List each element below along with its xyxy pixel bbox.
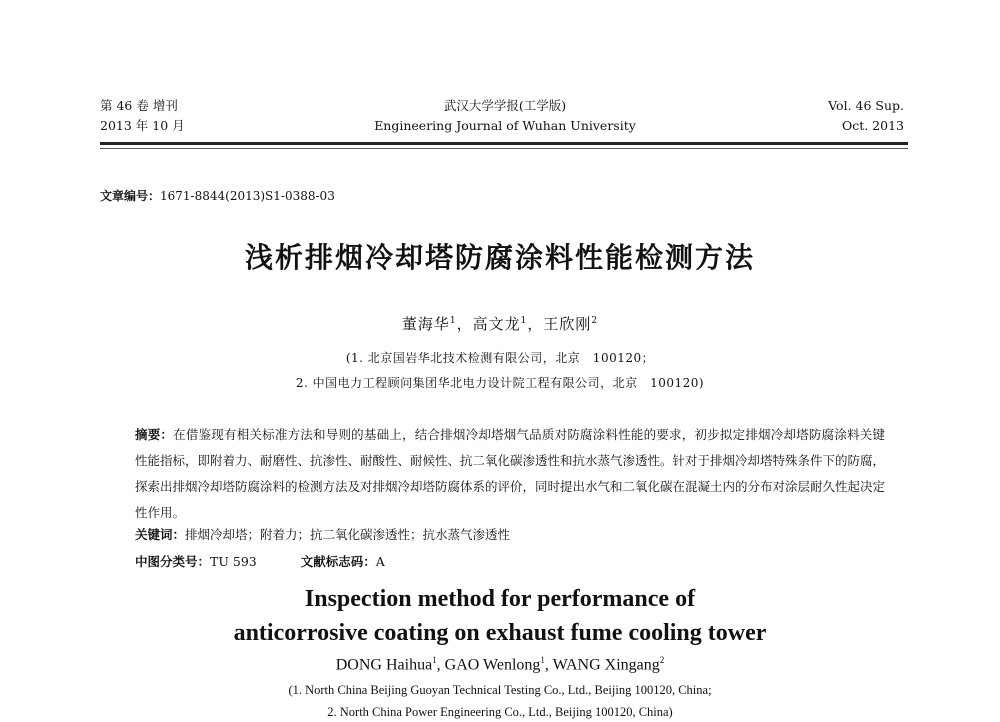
affiliation-cn-1: (1. 北京国岩华北技术检测有限公司，北京 100120； (345, 351, 655, 365)
header-date: 2013 年 10 月 (100, 118, 185, 133)
affiliation-en-2: 2. North China Power Engineering Co., Ltd., Beijing 100120, China) (327, 705, 673, 719)
header-volume-en: Vol. 46 Sup. (828, 98, 904, 113)
header-rule-thin (100, 148, 908, 149)
keywords-label: 关键词： (135, 527, 186, 542)
keywords-text: 排烟冷却塔；附着力；抗二氧化碳渗透性；抗水蒸气渗透性 (185, 527, 511, 542)
title-en-line-1: Inspection method for performance of (304, 586, 696, 612)
author-cn-2-sup: 1 (520, 316, 528, 326)
header-journal-en: Engineering Journal of Wuhan University (374, 118, 636, 133)
authors-en (0, 655, 1000, 674)
header-rule-thick (100, 142, 908, 145)
author-en-sep: , (544, 656, 553, 674)
abstract-text: 在借鉴现有相关标准方法和导则的基础上，结合排烟冷却塔烟气品质对防腐涂料性能的要求，初步拟定排烟冷却塔防腐涂料关键性能指标，即附着力、耐磨性、抗渗性、耐酸性、耐候性、抗二氧化碳渗透性和抗水蒸气渗透性。针对于排烟冷却塔特殊条件下的防腐，探索出排烟冷却塔防腐涂料的检测方法及对排烟冷却塔防腐体系的评价，同时提出水气和二氧化碳在混凝土内的分布对涂层耐久性起决定性作用。 (135, 427, 886, 520)
author-cn-2: 高文龙 (472, 315, 521, 333)
author-cn-3-sup: 2 (591, 316, 599, 326)
authors-cn (0, 313, 1000, 334)
author-cn-1-sup: 1 (449, 316, 457, 326)
author-en-2: GAO Wenlong (444, 656, 541, 674)
author-en-3-sup: 2 (659, 655, 665, 665)
article-number-label: 文章编号： (100, 189, 161, 203)
header-date-en: Oct. 2013 (841, 118, 904, 133)
doc-code-label: 文献标志码： (300, 554, 376, 569)
article-number-value: 1671-8844(2013)S1-0388-03 (160, 189, 335, 203)
author-en-2-sup: 1 (540, 655, 545, 665)
title-en-line-2: anticorrosive coating on exhaust fume cooling tower (233, 620, 767, 646)
author-en-1: DONG Haihua (335, 656, 433, 674)
author-en-1-sup: 1 (432, 655, 437, 665)
doc-code-value: A (375, 554, 385, 569)
author-cn-3: 王欣刚 (543, 315, 592, 333)
author-cn-sep: ， (527, 315, 544, 333)
affiliation-cn-2: 2. 中国电力工程顾问集团华北电力设计院工程有限公司，北京 100120) (295, 376, 705, 390)
author-en-3: WANG Xingang (552, 656, 660, 674)
header-volume-info-en (828, 96, 904, 136)
author-en-sep: , (436, 656, 445, 674)
author-cn-1: 董海华 (401, 315, 450, 333)
title-cn: 浅析排烟冷却塔防腐涂料性能检测方法 (244, 241, 755, 274)
author-cn-sep: ， (456, 315, 473, 333)
classification-line (135, 552, 385, 570)
clc-value: TU 593 (210, 554, 257, 569)
keywords-cn (135, 525, 510, 543)
article-number (100, 187, 335, 204)
clc-label: 中图分类号： (135, 554, 211, 569)
abstract-label: 摘要： (135, 427, 174, 442)
header-journal-cn: 武汉大学学报(工学版) (443, 98, 567, 113)
affiliation-en-1: (1. North China Beijing Guoyan Technical Testing Co., Ltd., Beijing 100120, China; (288, 683, 712, 697)
header-volume: 第 46 卷 增刊 (100, 98, 178, 113)
abstract-cn (135, 422, 885, 526)
